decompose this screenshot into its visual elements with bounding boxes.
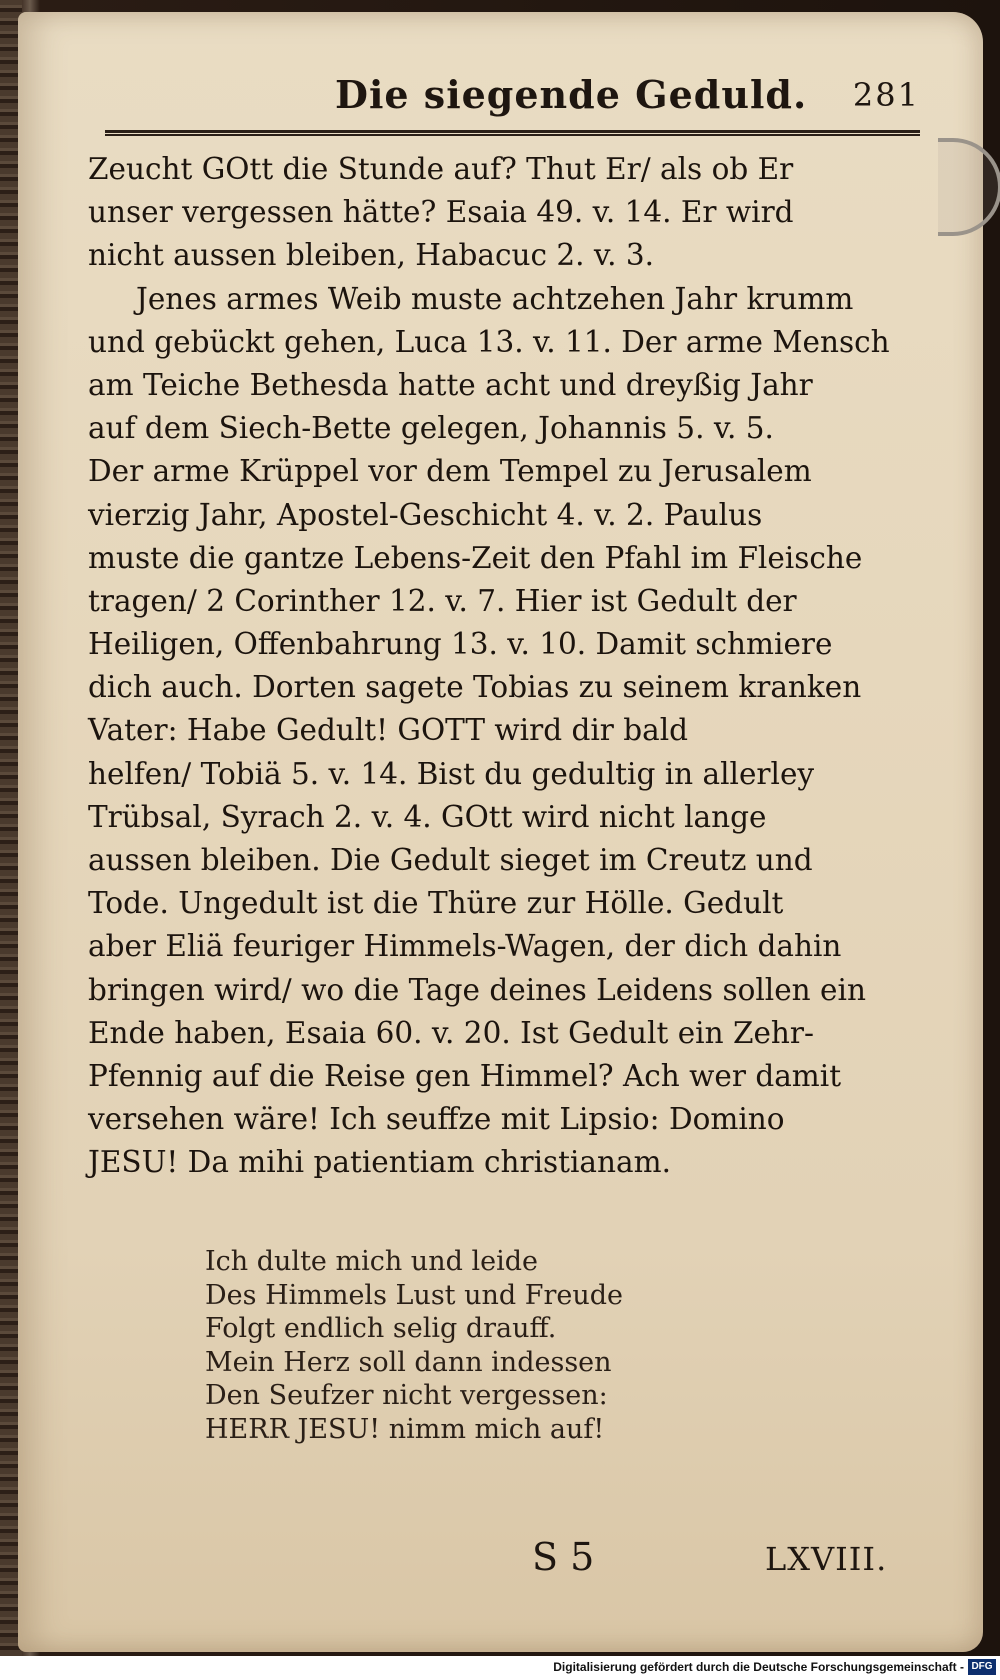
body-line: muste die gantze Lebens-Zeit den Pfahl im Fleische	[88, 540, 863, 575]
page-number: 281	[852, 76, 920, 114]
body-line: dich auch. Dorten sagete Tobias zu seinem kranken	[88, 670, 862, 705]
body-line: Der arme Krüppel vor dem Tempel zu Jerusalem	[88, 454, 812, 489]
header-rule	[105, 130, 920, 136]
running-title: Die siegende Geduld.	[335, 72, 808, 117]
body-line: und gebückt gehen, Luca 13. v. 11. Der arme Mensch	[88, 324, 890, 359]
body-line: Tode. Ungedult ist die Thüre zur Hölle. Gedult	[88, 886, 784, 921]
body-text	[88, 148, 918, 1185]
footer-bar	[0, 1656, 1000, 1680]
body-line: auf dem Siech-Bette gelegen, Johannis 5. v. 5.	[88, 411, 774, 446]
body-line: Zeucht GOtt die Stunde auf? Thut Er/ als ob Er	[88, 152, 794, 186]
body-line: nicht aussen bleiben, Habacuc 2. v. 3.	[88, 238, 654, 273]
body-line: aber Eliä feuriger Himmels-Wagen, der dich dahin	[88, 929, 842, 964]
body-line: helfen/ Tobiä 5. v. 14. Bist du gedultig in allerley	[88, 756, 815, 791]
body-line: vierzig Jahr, Apostel-Geschicht 4. v. 2. Paulus	[88, 497, 763, 532]
body-line: bringen wird/ wo die Tage deines Leidens sollen ein	[88, 972, 866, 1007]
body-line: Jenes armes Weib muste achtzehen Jahr krumm	[136, 281, 854, 316]
body-line: versehen wäre! Ich seuffze mit Lipsio: Domino	[88, 1102, 785, 1137]
catchword: LXVIII.	[765, 1540, 888, 1578]
footer-credit: Digitalisierung gefördert durch die Deutsche Forschungsgemeinschaft -	[553, 1660, 964, 1674]
body-line: tragen/ 2 Corinther 12. v. 7. Hier ist Gedult der	[88, 583, 797, 618]
dfg-logo: DFG	[968, 1659, 996, 1675]
verse-stanza	[205, 1245, 765, 1446]
body-line: JESU! Da mihi patientiam christianam.	[88, 1145, 671, 1180]
body-line: unser vergessen hätte? Esaia 49. v. 14. Er wird	[88, 195, 794, 230]
body-line: Heiligen, Offenbahrung 13. v. 10. Damit schmiere	[88, 627, 833, 662]
body-line: Ende haben, Esaia 60. v. 20. Ist Gedult ein Zehr-	[88, 1015, 814, 1050]
body-line: aussen bleiben. Die Gedult sieget im Creutz und	[88, 843, 813, 877]
body-line: Trübsal, Syrach 2. v. 4. GOtt wird nicht lange	[88, 799, 767, 834]
verse-line: Ich dulte mich und leide	[205, 1246, 538, 1277]
verse-line: HERR JESU! nimm mich auf!	[205, 1413, 605, 1445]
verse-line: Des Himmels Lust und Freude	[205, 1279, 624, 1311]
signature-mark: S 5	[532, 1535, 595, 1579]
verse-line: Mein Herz soll dann indessen	[205, 1346, 612, 1378]
page-header	[80, 72, 925, 122]
body-line: am Teiche Bethesda hatte acht und dreyßig Jahr	[88, 367, 813, 402]
body-line: Vater: Habe Gedult! GOTT wird dir bald	[88, 713, 689, 748]
verse-line: Den Seufzer nicht vergessen:	[205, 1380, 608, 1411]
verse-line: Folgt endlich selig drauff.	[205, 1313, 557, 1344]
body-line: Pfennig auf die Reise gen Himmel? Ach wer damit	[88, 1058, 842, 1093]
